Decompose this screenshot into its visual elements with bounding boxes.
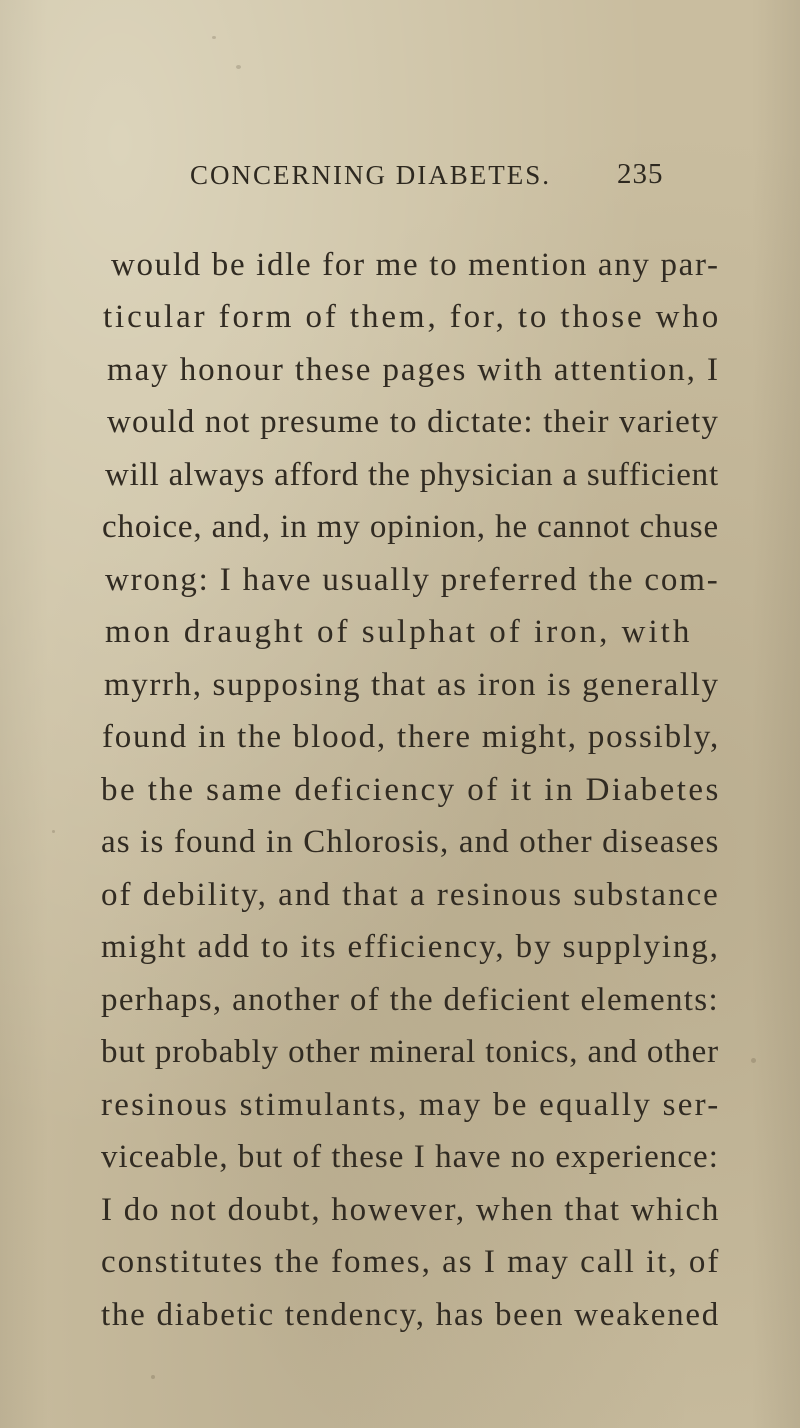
- paper-stain: [751, 1058, 756, 1063]
- text-line: viceable, but of these I have no experience:: [101, 1139, 719, 1175]
- text-line: resinous stimulants, may be equally ser-: [101, 1087, 721, 1123]
- text-line: mon draught of sulphat of iron, with: [105, 614, 693, 650]
- paper-stain: [151, 1375, 155, 1379]
- text-line: wrong: I have usually preferred the com-: [105, 562, 720, 598]
- paper-stain: [212, 36, 216, 39]
- paper-stain: [236, 65, 241, 69]
- text-line: choice, and, in my opinion, he cannot chuse: [102, 509, 720, 545]
- paper-stain: [52, 830, 55, 833]
- text-line: of debility, and that a resinous substance: [101, 877, 720, 913]
- text-line: ticular form of them, for, to those who: [103, 299, 722, 335]
- page-number: 235: [617, 158, 664, 190]
- text-line: constitutes the fomes, as I may call it, of: [101, 1244, 721, 1280]
- text-line: myrrh, supposing that as iron is generally: [104, 667, 720, 703]
- text-line: perhaps, another of the deficient elements:: [101, 982, 719, 1018]
- text-line: would be idle for me to mention any par-: [111, 247, 720, 283]
- text-line: the diabetic tendency, has been weakened: [101, 1297, 721, 1333]
- text-line: found in the blood, there might, possibly,: [102, 719, 720, 755]
- text-line: would not presume to dictate: their variety: [107, 404, 720, 440]
- running-title: CONCERNING DIABETES.: [190, 160, 551, 190]
- running-head: [0, 160, 800, 200]
- text-line: will always afford the physician a sufficient: [105, 457, 719, 493]
- text-line: as is found in Chlorosis, and other diseases: [101, 824, 720, 860]
- text-line: but probably other mineral tonics, and other: [101, 1034, 719, 1070]
- text-line: might add to its efficiency, by supplying,: [101, 929, 720, 965]
- text-line: may honour these pages with attention, I: [107, 352, 720, 388]
- text-line: be the same deficiency of it in Diabetes: [101, 772, 721, 808]
- text-line: I do not doubt, however, when that which: [101, 1192, 721, 1228]
